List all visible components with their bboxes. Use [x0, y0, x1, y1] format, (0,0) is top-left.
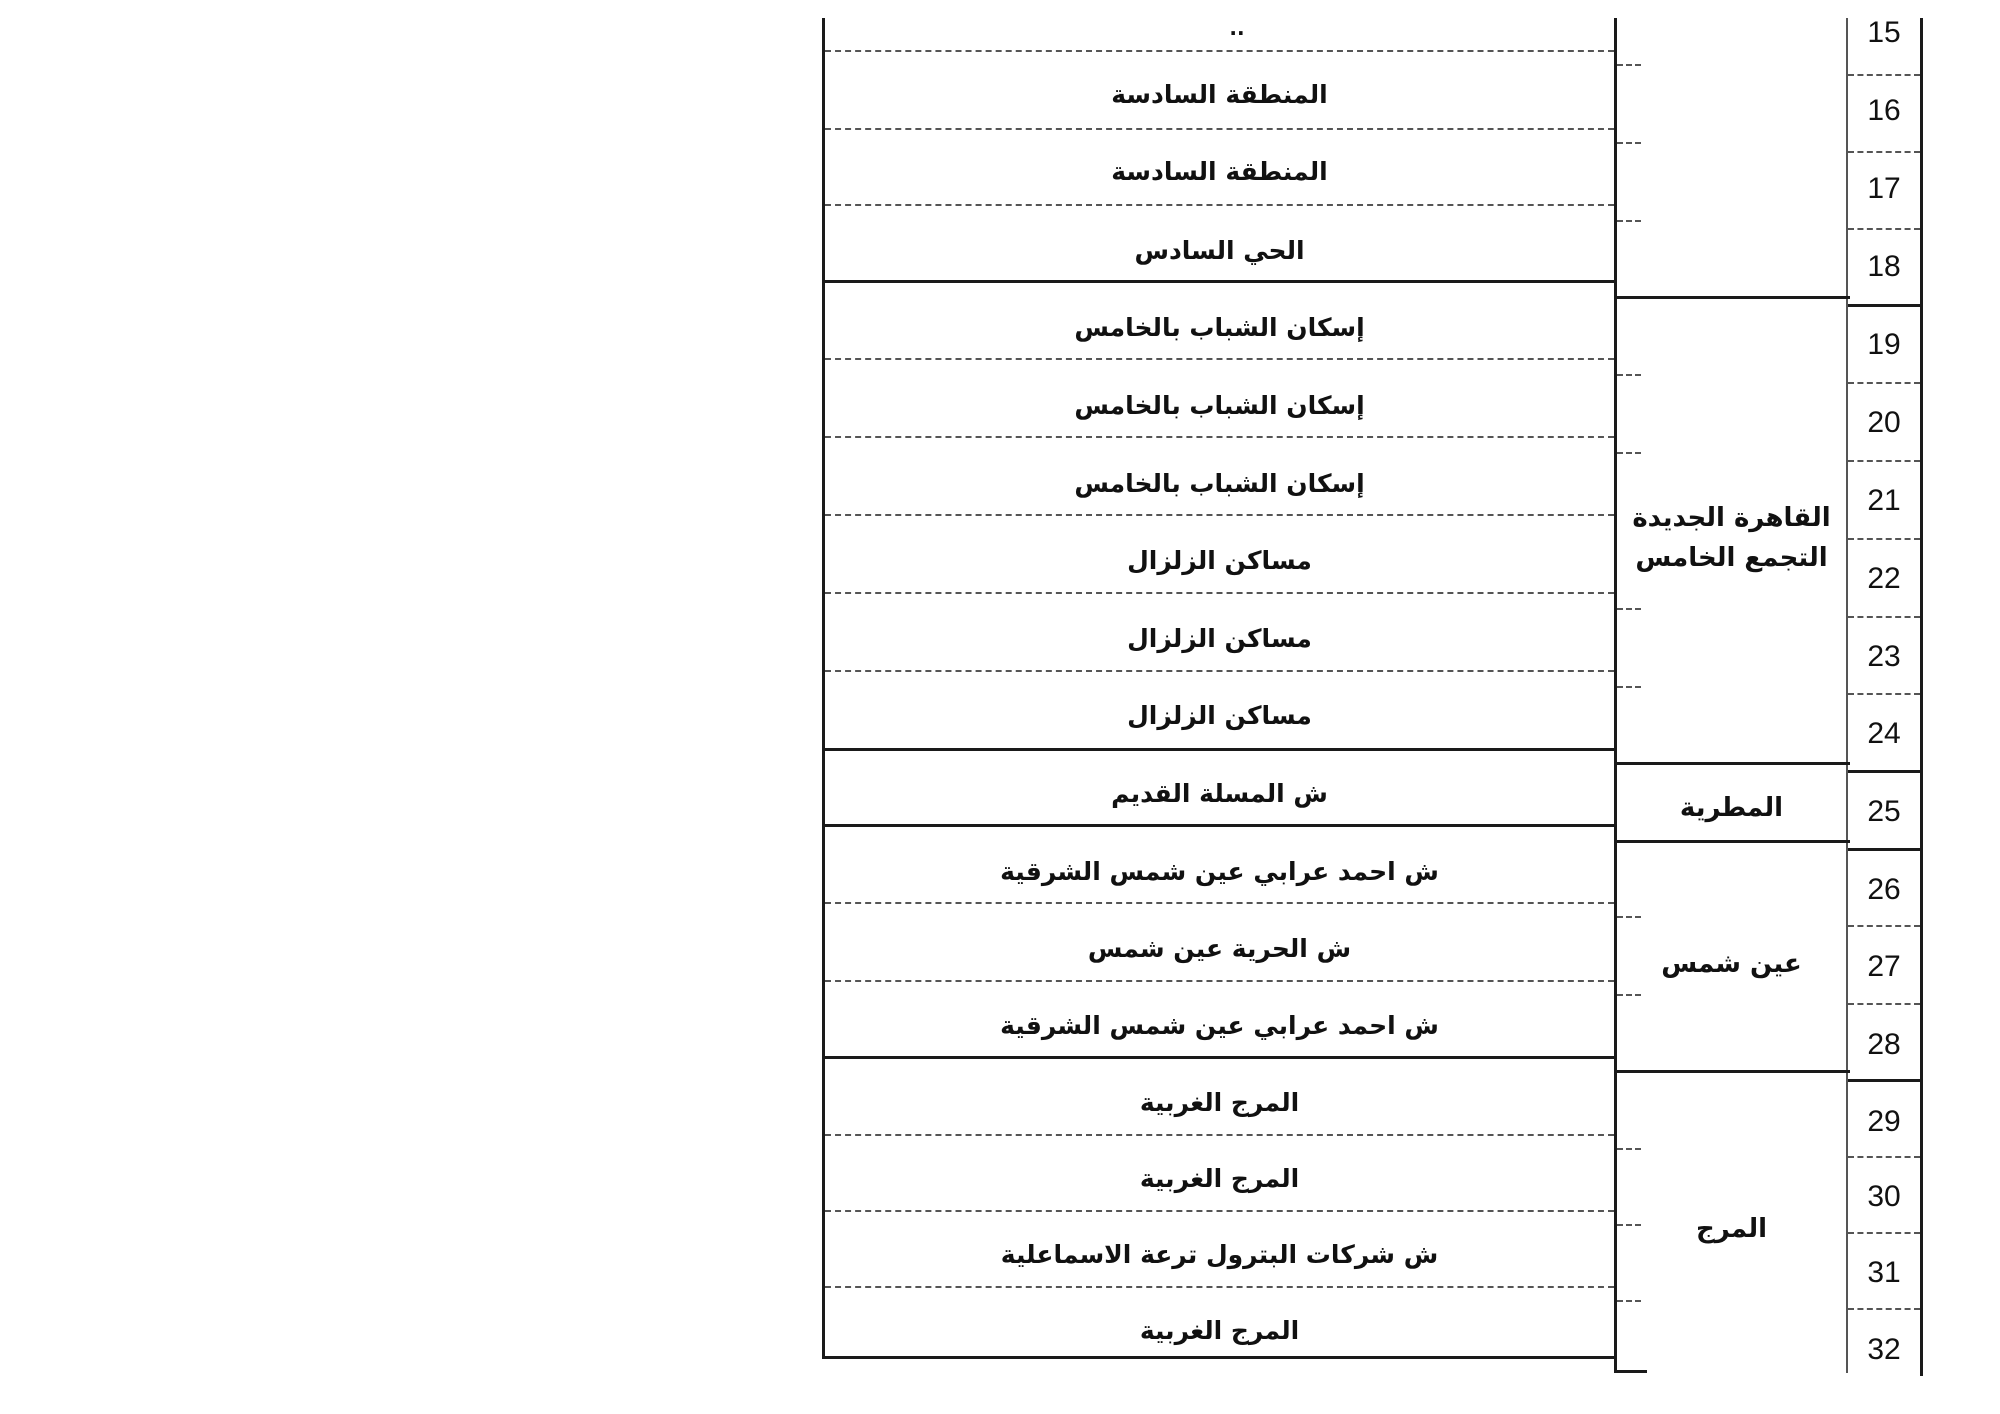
row-divider — [1848, 460, 1920, 462]
row-divider — [1617, 142, 1641, 144]
street-cell: ش المسلة القديم — [1111, 779, 1328, 808]
table-right-border — [1920, 18, 1923, 1376]
group-divider — [1848, 770, 1923, 773]
street-cell: المنطقة السادسة — [1111, 80, 1328, 109]
districts-table — [822, 0, 1924, 1378]
row-number: 22 — [1867, 562, 1901, 595]
row-divider — [825, 1286, 1614, 1288]
row-number: 28 — [1867, 1028, 1901, 1061]
row-divider — [1617, 64, 1641, 66]
row-divider — [1848, 1232, 1920, 1234]
table-bottom-border — [1617, 1370, 1647, 1373]
row-divider — [825, 902, 1614, 904]
row-divider — [1848, 382, 1920, 384]
row-number: 24 — [1867, 717, 1901, 750]
area-cell-ain-shams: عين شمس — [1661, 949, 1802, 979]
row-divider — [1848, 74, 1920, 76]
row-divider — [1617, 994, 1641, 996]
row-divider — [1848, 1156, 1920, 1158]
street-cell: ش الحرية عين شمس — [1087, 934, 1352, 963]
street-cell: المرج الغربية — [1139, 1316, 1300, 1345]
row-divider — [1617, 1300, 1641, 1302]
row-number: 25 — [1867, 795, 1901, 828]
row-divider — [825, 670, 1614, 672]
row-number: 23 — [1867, 640, 1901, 673]
group-divider — [822, 748, 1617, 751]
area-cell-matareya: المطرية — [1679, 793, 1784, 823]
group-divider — [1617, 296, 1850, 299]
row-divider — [825, 1134, 1614, 1136]
street-cell: المرج الغربية — [1139, 1164, 1300, 1193]
row-divider — [1617, 686, 1641, 688]
row-number: 27 — [1867, 950, 1901, 983]
street-cell: الحي السادس — [1134, 236, 1305, 265]
group-divider — [822, 280, 1617, 283]
group-divider — [1617, 762, 1850, 765]
row-number: 16 — [1867, 94, 1901, 127]
row-15-partial-text: .. — [1229, 16, 1245, 40]
row-number: 20 — [1867, 406, 1901, 439]
street-cell: ش شركات البترول ترعة الاسماعلية — [1000, 1240, 1439, 1269]
row-number: 15 — [1867, 16, 1901, 49]
row-divider — [825, 514, 1614, 516]
area-cell-new-cairo — [1617, 498, 1846, 578]
area-line: التجمع الخامس — [1635, 543, 1828, 573]
street-cell: مساكن الزلزال — [1127, 546, 1312, 575]
row-divider — [1617, 608, 1641, 610]
street-cell: المرج الغربية — [1139, 1088, 1300, 1117]
area-cell-el-marg: المرج — [1695, 1214, 1768, 1244]
group-divider — [1848, 304, 1923, 307]
group-divider — [1617, 1070, 1850, 1073]
row-divider — [1848, 925, 1920, 927]
group-divider — [1617, 840, 1850, 843]
street-cell: مساكن الزلزال — [1127, 624, 1312, 653]
street-cell: مساكن الزلزال — [1127, 701, 1312, 730]
row-divider — [1848, 693, 1920, 695]
row-divider — [825, 980, 1614, 982]
area-line: القاهرة الجديدة — [1632, 503, 1831, 533]
row-divider — [825, 592, 1614, 594]
row-divider — [1848, 1308, 1920, 1310]
row-divider — [825, 50, 1614, 52]
row-divider — [1617, 374, 1641, 376]
row-divider — [1848, 616, 1920, 618]
row-number: 18 — [1867, 250, 1901, 283]
row-divider — [1848, 538, 1920, 540]
row-divider — [1617, 452, 1641, 454]
row-divider — [1617, 1148, 1641, 1150]
group-divider — [1848, 1079, 1923, 1082]
street-cell: إسكان الشباب بالخامس — [1074, 469, 1365, 498]
group-divider — [822, 1056, 1617, 1059]
group-divider — [822, 824, 1617, 827]
row-divider — [1848, 228, 1920, 230]
row-divider — [825, 204, 1614, 206]
row-divider — [825, 436, 1614, 438]
street-cell: إسكان الشباب بالخامس — [1074, 391, 1365, 420]
row-number: 19 — [1867, 328, 1901, 361]
street-cell: إسكان الشباب بالخامس — [1074, 313, 1365, 342]
row-number: 21 — [1867, 484, 1901, 517]
row-number: 29 — [1867, 1105, 1901, 1138]
row-number: 30 — [1867, 1180, 1901, 1213]
row-number: 26 — [1867, 873, 1901, 906]
group-divider — [1848, 848, 1923, 851]
street-cell: ش احمد عرابي عين شمس الشرقية — [1000, 1011, 1439, 1040]
street-cell: ش احمد عرابي عين شمس الشرقية — [1000, 857, 1439, 886]
street-cell: المنطقة السادسة — [1111, 157, 1328, 186]
row-number: 31 — [1867, 1256, 1901, 1289]
row-divider — [825, 128, 1614, 130]
row-divider — [825, 1210, 1614, 1212]
table-left-border — [822, 18, 825, 1358]
row-divider — [1617, 916, 1641, 918]
row-divider — [1617, 220, 1641, 222]
row-number: 32 — [1867, 1333, 1901, 1366]
table-bottom-border — [822, 1356, 1617, 1359]
row-divider — [1848, 151, 1920, 153]
column-divider-area-number — [1846, 18, 1848, 1373]
row-divider — [1848, 1003, 1920, 1005]
row-divider — [825, 358, 1614, 360]
row-number: 17 — [1867, 172, 1901, 205]
